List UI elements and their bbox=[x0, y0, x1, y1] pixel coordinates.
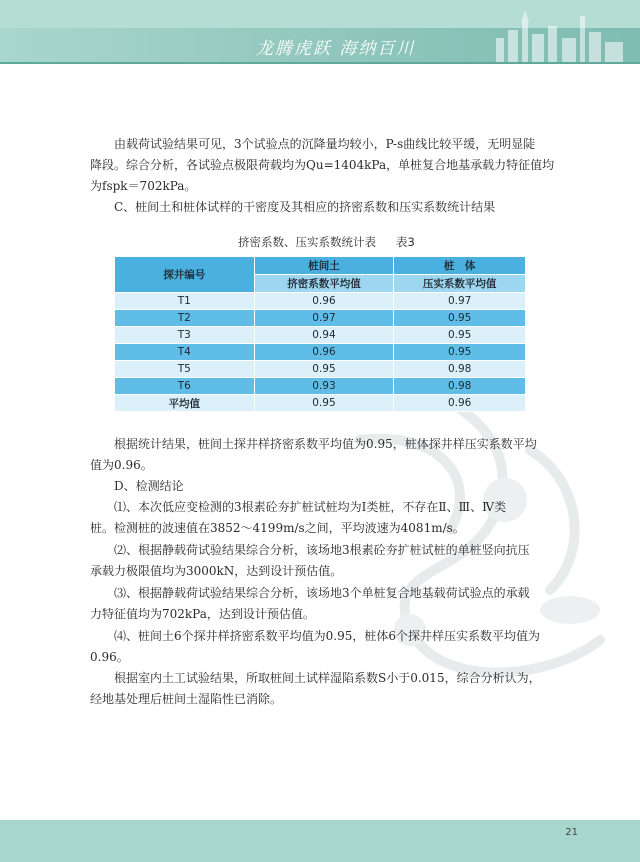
cell-value: 0.95 bbox=[394, 310, 526, 327]
paragraph-line: 0.96。 bbox=[90, 650, 129, 664]
paragraph-line: ⑶、根据静载荷试验结果综合分析，该场地3个单桩复合地基载荷试验点的承载 bbox=[114, 586, 530, 600]
header-well-id: 探井编号 bbox=[115, 257, 255, 293]
cell-id: T4 bbox=[115, 344, 255, 361]
paragraph-line: 根据统计结果，桩间土探井样挤密系数平均值为0.95，桩体探井样压实系数平均 bbox=[114, 437, 537, 451]
paragraph-line: 值为0.96。 bbox=[90, 458, 153, 472]
cell-value: 0.95 bbox=[394, 344, 526, 361]
table-number: 表3 bbox=[396, 235, 415, 249]
paragraph-line: ⑷、桩间土6个探井样挤密系数平均值为0.95，桩体6个探井样压实系数平均值为 bbox=[114, 629, 540, 643]
paragraph-line: ⑵、根据静载荷试验结果综合分析，该场地3根素砼夯扩桩试桩的单桩竖向抗压 bbox=[114, 543, 530, 557]
cell-value: 0.95 bbox=[254, 361, 394, 378]
table-row bbox=[115, 378, 526, 395]
cell-value: 0.97 bbox=[394, 293, 526, 310]
table-header-row bbox=[115, 257, 526, 275]
cell-id: T6 bbox=[115, 378, 255, 395]
section-d-heading: D、检测结论 bbox=[114, 479, 184, 493]
table-average-row bbox=[115, 395, 526, 412]
cell-value: 0.98 bbox=[394, 378, 526, 395]
header-compaction-coefficient: 挤密系数平均值 bbox=[254, 275, 394, 293]
cell-value: 0.96 bbox=[394, 395, 526, 412]
header-title: 龙腾虎跃 海纳百川 bbox=[256, 39, 416, 59]
cell-value: 0.98 bbox=[394, 361, 526, 378]
section-c-heading: C、桩间土和桩体试样的干密度及其相应的挤密系数和压实系数统计结果 bbox=[114, 200, 496, 214]
cell-id: T1 bbox=[115, 293, 255, 310]
cell-value: 0.95 bbox=[394, 327, 526, 344]
paragraph-line: 经地基处理后桩间土湿陷性已消除。 bbox=[90, 692, 283, 706]
paragraph-line: 力特征值均为702kPa，达到设计预估值。 bbox=[90, 607, 315, 621]
header-pile-body: 桩 体 bbox=[394, 257, 526, 275]
cell-value: 0.97 bbox=[254, 310, 394, 327]
cell-value: 0.96 bbox=[254, 293, 394, 310]
header-soil-between-piles: 桩间土 bbox=[254, 257, 394, 275]
cell-value: 0.94 bbox=[254, 327, 394, 344]
page-footer bbox=[0, 820, 640, 862]
cell-id: T2 bbox=[115, 310, 255, 327]
cell-value: 0.96 bbox=[254, 344, 394, 361]
table-row bbox=[115, 361, 526, 378]
table-row bbox=[115, 310, 526, 327]
page-number: 21 bbox=[565, 827, 578, 838]
table-row bbox=[115, 344, 526, 361]
paragraph-line: 桩。检测桩的波速值在3852～4199m/s之间，平均波速为4081m/s。 bbox=[90, 521, 465, 535]
table-caption bbox=[238, 234, 415, 250]
paragraph-line: 为fspk＝702kPa。 bbox=[90, 179, 197, 193]
paragraph-line: 根据室内土工试验结果，所取桩间土试样湿陷系数S小于0.015，综合分析认为， bbox=[114, 671, 541, 685]
paragraph-line: 由载荷试验结果可见，3个试验点的沉降量均较小，P-s曲线比较平缓，无明显陡 bbox=[114, 137, 536, 151]
compaction-coefficient-table bbox=[114, 256, 526, 412]
cell-id: T3 bbox=[115, 327, 255, 344]
paragraph-line: 降段。综合分析，各试验点极限荷载均为Qu=1404kPa，单桩复合地基承载力特征值均 bbox=[90, 158, 555, 172]
table-row bbox=[115, 293, 526, 310]
cell-value: 0.95 bbox=[254, 395, 394, 412]
cell-id: 平均值 bbox=[115, 395, 255, 412]
cell-id: T5 bbox=[115, 361, 255, 378]
cell-value: 0.93 bbox=[254, 378, 394, 395]
table-row bbox=[115, 327, 526, 344]
table-caption-title: 挤密系数、压实系数统计表 bbox=[238, 235, 376, 249]
paragraph-line: ⑴、本次低应变检测的3根素砼夯扩桩试桩均为Ⅰ类桩，不存在Ⅱ、Ⅲ、Ⅳ类 bbox=[114, 500, 507, 514]
paragraph-line: 承载力极限值均为3000kN，达到设计预估值。 bbox=[90, 564, 343, 578]
header-compactness-coefficient: 压实系数平均值 bbox=[394, 275, 526, 293]
